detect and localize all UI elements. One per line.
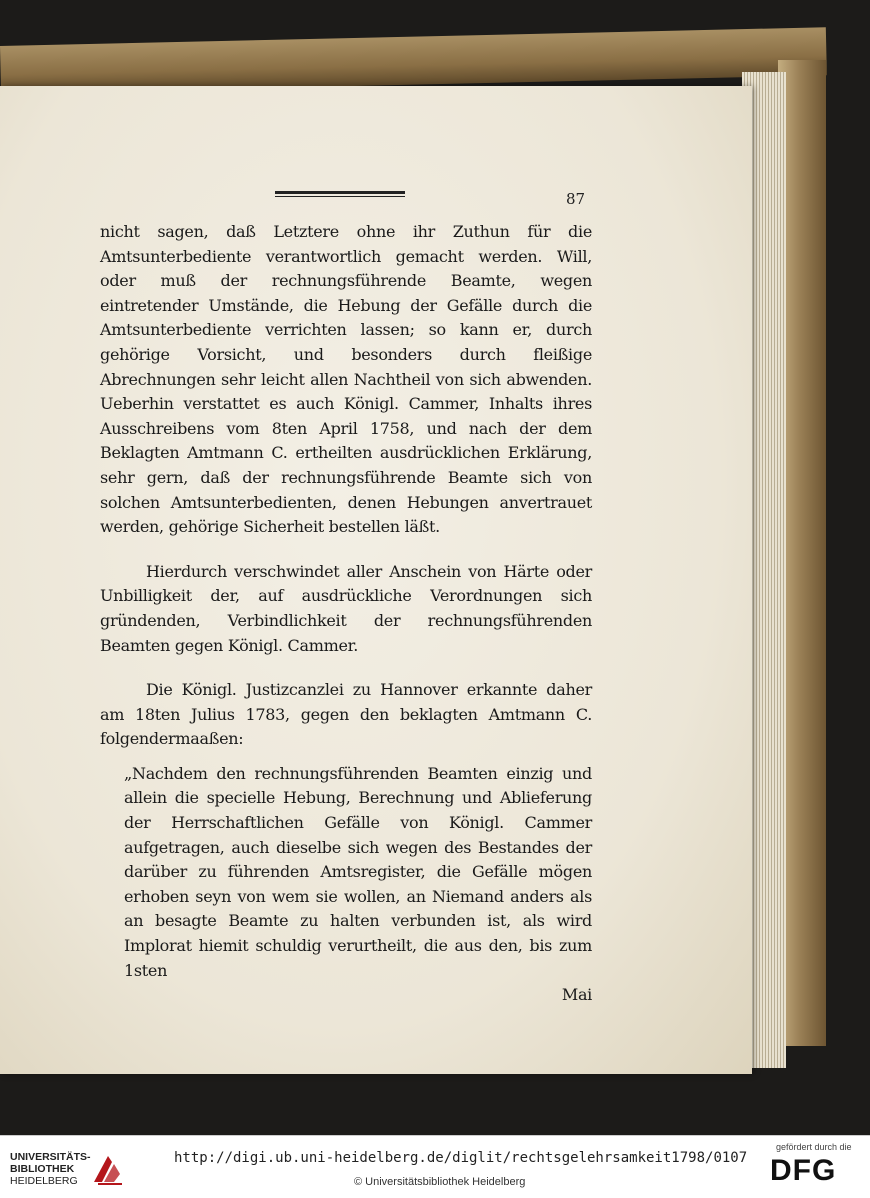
library-name-line-1: UNIVERSITÄTS-: [10, 1151, 91, 1163]
page-number: 87: [566, 190, 586, 208]
permalink-url[interactable]: http://digi.ub.uni-heidelberg.de/diglit/rechtsgelehrsamkeit1798/0107: [174, 1150, 748, 1166]
paragraph-2: Hierdurch verschwindet aller Anschein von Härte oder Unbilligkeit der, auf ausdrückliche Verordnungen sich gründenden, Verbindlichkeit der rechnungsführenden Beamten gegen Königl. Cammer.: [100, 561, 592, 655]
catchword: Mai: [561, 985, 592, 1005]
book-cover-top-edge: [0, 27, 827, 94]
copyright-notice: © Universitätsbibliothek Heidelberg: [354, 1176, 526, 1188]
library-name-line-2: BIBLIOTHEK: [10, 1163, 75, 1175]
quoted-verdict: „Nachdem den rechnungsführenden Beamten einzig und allein die specielle Hebung, Berechnung und Ablieferung der Herrschaftlichen Gefälle von Königl. Cammer aufgetragen, auch dieselbe sich wegen des Bestandes der darüber zu führenden Amtsregister, die Gefälle mögen erhoben seyn von wem sie wollen, an Niemand anders als an besagte Beamte zu halten verbunden ist, als wird Implorat hiemit schuldig verurtheilt, die aus den, bis zum 1sten: [124, 763, 592, 980]
ub-heidelberg-logo[interactable]: [10, 1152, 150, 1192]
ub-emblem-icon: [90, 1152, 126, 1186]
viewer-footer: [0, 1135, 870, 1198]
library-name-line-3: HEIDELBERG: [10, 1175, 78, 1187]
dfg-logo[interactable]: [770, 1142, 862, 1192]
paragraph-3: Die Königl. Justizcanzlei zu Hannover erkannte daher am 18ten Julius 1783, gegen den beklagten Amtmann C. folgendermaaßen:: [100, 680, 592, 749]
paragraph-1: nicht sagen, daß Letztere ohne ihr Zuthun für die Amtsunterbediente verantwortlich gemacht werden. Will, oder muß der rechnungsführende Beamte, wegen eintretender Umstände, die Hebung der Gefälle durch die Amtsunterbediente verrichten lassen; so kann er, durch gehörige Vorsicht, und besonders durch fleißige Abrechnungen sehr leicht allen Nachtheil von sich abwenden. Ueberhin verstattet es auch Königl. Cammer, Inhalts ihres Ausschreibens vom 8ten April 1758, und nach der dem Beklagten Amtmann C. ertheilten ausdrücklichen Erklärung, sehr gern, daß der rechnungsführende Beamte sich von solchen Amtsunterbedienten, denen Hebungen anvertrauet werden, gehörige Sicherheit bestellen läßt.: [100, 222, 592, 537]
sponsor-label: gefördert durch die: [776, 1142, 852, 1152]
header-rule: [275, 191, 405, 197]
dfg-logo-mark: DFG: [770, 1154, 837, 1187]
page-text: [100, 220, 592, 1008]
